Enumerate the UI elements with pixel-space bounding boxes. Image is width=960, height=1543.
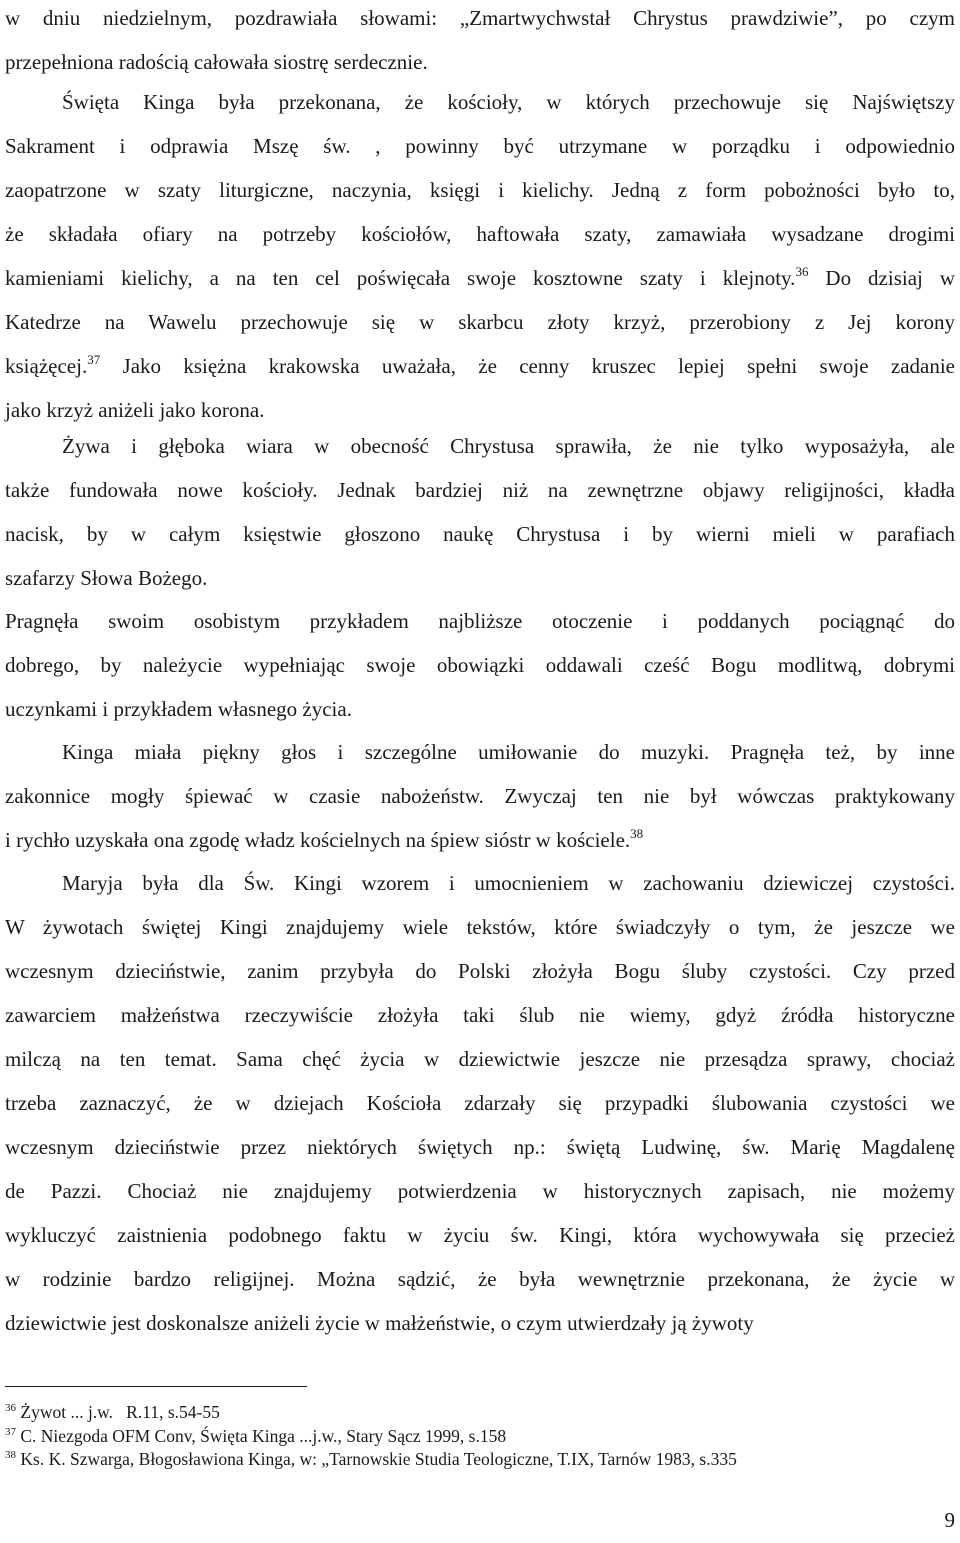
text-line: Sakrament i odprawia Mszę św. , powinny być utrzymane w porządku i odpowiednio	[5, 134, 955, 158]
text-line: W żywotach świętej Kingi znajdujemy wiele tekstów, które świadczyły o tym, że jeszcze we	[5, 915, 955, 939]
paragraph	[5, 599, 955, 731]
text-line: zaopatrzone w szaty liturgiczne, naczynia, księgi i kielichy. Jedną z form pobożności było to,	[5, 178, 955, 202]
text-line: szafarzy Słowa Bożego.	[5, 566, 208, 590]
text-line: Żywa i głęboka wiara w obecność Chrystusa sprawiła, że nie tylko wyposażyła, ale	[62, 434, 955, 458]
footnote-text: Ks. K. Szwarga, Błogosławiona Kinga, w: „Tarnowskie Studia Teologiczne, T.IX, Tarnów 1983, s.335	[20, 1449, 737, 1469]
text-line: Święta Kinga była przekonana, że kościoły, w których przechowuje się Najświętszy	[62, 90, 955, 114]
paragraph	[5, 80, 955, 432]
text-segment: i rychło uzyskała ona zgodę władz kościelnych na śpiew sióstr w kościele.	[5, 828, 631, 852]
text-line: że składała ofiary na potrzeby kościołów, haftowała szaty, zamawiała wysadzane drogimi	[5, 222, 955, 246]
text-line: zawarciem małżeństwa rzeczywiście złożyła taki ślub nie wiemy, gdyż źródła historyczne	[5, 1003, 955, 1027]
text-line: w rodzinie bardzo religijnej. Można sądzić, że była wewnętrznie przekonana, że życie w	[5, 1267, 955, 1291]
text-line: dziewictwie jest doskonalsze aniżeli życie w małżeństwie, o czym utwierdzały ją żywoty	[5, 1311, 754, 1335]
text-line: milczą na ten temat. Sama chęć życia w dziewictwie jeszcze nie przesądza sprawy, chociaż	[5, 1047, 955, 1071]
text-line: wczesnym dzieciństwie, zanim przybyła do Polski złożyła Bogu śluby czystości. Czy przed	[5, 959, 955, 983]
text-line: dobrego, by należycie wypełniając swoje obowiązki oddawali cześć Bogu modlitwą, dobrymi	[5, 653, 955, 677]
footnote	[5, 1447, 955, 1471]
text-line: nacisk, by w całym księstwie głoszono naukę Chrystusa i by wierni mieli w parafiach	[5, 522, 955, 546]
footnote-text: C. Niezgoda OFM Conv, Święta Kinga ...j.w., Stary Sącz 1999, s.158	[20, 1426, 507, 1446]
text-line: zakonnice mogły śpiewać w czasie nabożeństw. Zwyczaj ten nie był wówczas praktykowany	[5, 784, 955, 808]
text-line: de Pazzi. Chociaż nie znajdujemy potwierdzenia w historycznych zapisach, nie możemy	[5, 1179, 955, 1203]
footnote-text: Żywot ... j.w. R.11, s.54-55	[20, 1402, 220, 1422]
text-segment: książęcej.	[5, 354, 88, 378]
text-line: trzeba zaznaczyć, że w dziejach Kościoła zdarzały się przypadki ślubowania czystości we	[5, 1091, 955, 1115]
text-line: także fundowała nowe kościoły. Jednak bardziej niż na zewnętrzne objawy religijności, kładła	[5, 478, 955, 502]
footnote-number: 37	[5, 1426, 16, 1438]
text-line: Kinga miała piękny głos i szczególne umiłowanie do muzyki. Pragnęła też, by inne	[62, 740, 955, 764]
footnote-number: 38	[5, 1449, 16, 1461]
text-line: Pragnęła swoim osobistym przykładem najbliższe otoczenie i poddanych pociągnąć do	[5, 609, 955, 633]
text-line: wczesnym dzieciństwie przez niektórych świętych np.: świętą Ludwinę, św. Marię Magdalenę	[5, 1135, 955, 1159]
text-segment: Jako księżna krakowska uważała, że cenny kruszec lepiej spełni swoje zadanie	[100, 354, 955, 378]
text-line: jako krzyż aniżeli jako korona.	[5, 398, 265, 422]
paragraph	[5, 424, 955, 600]
footnote-separator	[5, 1386, 307, 1387]
paragraph	[5, 0, 955, 84]
footnote-ref[interactable]: 38	[630, 826, 644, 841]
footnote-ref[interactable]: 37	[87, 352, 101, 367]
text-segment: kamieniami kielichy, a na ten cel poświęcała swoje kosztowne szaty i klejnoty.	[5, 266, 796, 290]
text-line: w dniu niedzielnym, pozdrawiała słowami: „Zmartwychwstał Chrystus prawdziwie”, po czym	[5, 6, 955, 30]
footnote-ref[interactable]: 36	[795, 264, 809, 279]
footnote-number: 36	[5, 1402, 16, 1414]
paragraph	[5, 861, 955, 1345]
text-line: wykluczyć zaistnienia podobnego faktu w życiu św. Kingi, która wychowywała się przecież	[5, 1223, 955, 1247]
paragraph	[5, 730, 955, 862]
footnote	[5, 1424, 955, 1448]
text-line	[5, 818, 955, 862]
text-line	[5, 344, 955, 388]
text-line: przepełniona radością całowała siostrę serdecznie.	[5, 50, 428, 74]
text-segment: Do dzisiaj w	[808, 266, 956, 290]
text-line: Katedrze na Wawelu przechowuje się w skarbcu złoty krzyż, przerobiony z Jej korony	[5, 310, 955, 334]
text-line	[5, 256, 955, 300]
footnote	[5, 1400, 955, 1424]
text-line: Maryja była dla Św. Kingi wzorem i umocnieniem w zachowaniu dziewiczej czystości.	[62, 871, 955, 895]
text-line: uczynkami i przykładem własnego życia.	[5, 697, 352, 721]
page-number: 9	[944, 1508, 955, 1532]
